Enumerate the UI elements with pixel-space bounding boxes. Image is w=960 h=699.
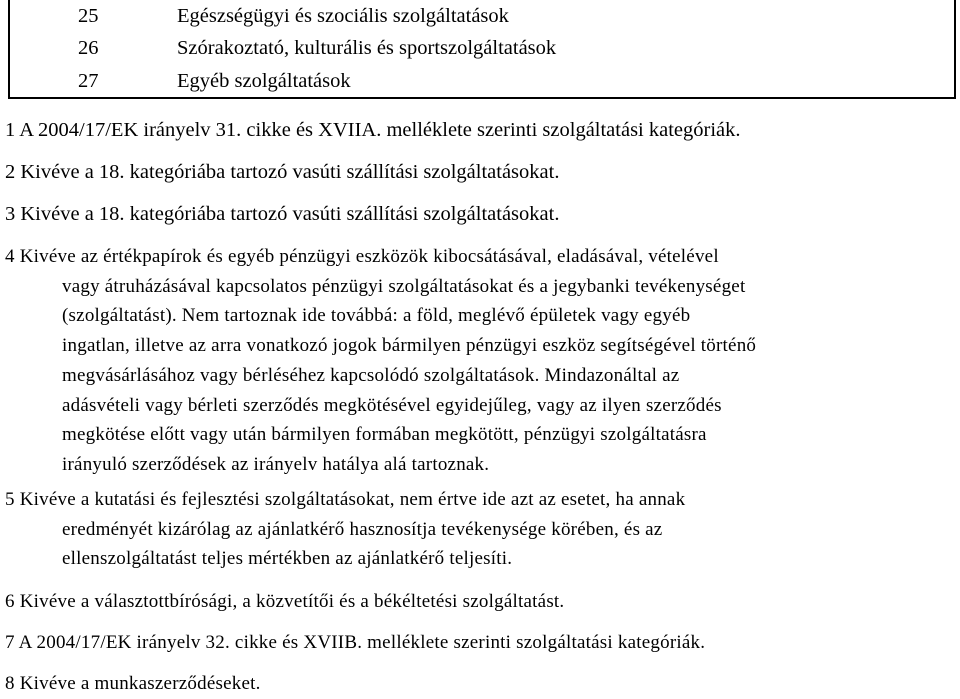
footnote-line: ingatlan, illetve az arra vonatkozó jogok bármilyen pénzügyi eszköz segítségével történő (62, 335, 757, 357)
category-number: 25 (78, 5, 99, 27)
footnote-4 (5, 242, 756, 480)
category-name: Egyéb szolgáltatások (177, 70, 351, 92)
category-number: 27 (78, 70, 99, 92)
footnote-line: irányuló szerződések az irányelv hatálya alá tartoznak. (62, 453, 490, 475)
footnote-5 (5, 485, 685, 574)
service-category-table (8, 0, 956, 99)
footnote-line: eredményét kizárólag az ajánlatkérő hasznosítja tevékenysége körében, és az (62, 518, 663, 540)
footnote-line: 4 Kivéve az értékpapírok és egyéb pénzügyi eszközök kibocsátásával, eladásával, vételével (5, 246, 719, 267)
footnote-8: 8 Kivéve a munkaszerződéseket. (5, 673, 261, 694)
footnote-6: 6 Kivéve a választottbírósági, a közvetítői és a békéltetési szolgáltatást. (5, 591, 565, 612)
footnote-line: 5 Kivéve a kutatási és fejlesztési szolgáltatásokat, nem értve ide azt az esetet, ha annak (5, 489, 686, 510)
footnote-2: 2 Kivéve a 18. kategóriába tartozó vasúti szállítási szolgáltatásokat. (5, 161, 560, 183)
footnote-line: megkötése előtt vagy után bármilyen formában megkötött, pénzügyi szolgáltatásra (62, 424, 707, 446)
category-name: Egészségügyi és szociális szolgáltatások (177, 5, 509, 27)
footnote-1: 1 A 2004/17/EK irányelv 31. cikke és XVIIA. melléklete szerinti szolgáltatási kategóriák. (5, 119, 741, 141)
footnote-line: vagy átruházásával kapcsolatos pénzügyi szolgáltatásokat és a jegybanki tevékenységet (62, 275, 746, 297)
footnote-line: (szolgáltatást). Nem tartoznak ide továbbá: a föld, meglévő épületek vagy egyéb (62, 305, 691, 327)
category-name: Szórakoztató, kulturális és sportszolgáltatások (177, 37, 557, 59)
footnote-3: 3 Kivéve a 18. kategóriába tartozó vasúti szállítási szolgáltatásokat. (5, 203, 560, 225)
footnote-7: 7 A 2004/17/EK irányelv 32. cikke és XVIIB. melléklete szerinti szolgáltatási kategóriák. (5, 632, 706, 653)
category-number: 26 (78, 37, 99, 59)
footnote-line: adásvételi vagy bérleti szerződés megkötésével egyidejűleg, vagy az ilyen szerződés (62, 394, 722, 416)
footnote-line: megvásárlásához vagy bérléséhez kapcsolódó szolgáltatások. Mindazonáltal az (62, 364, 680, 386)
footnote-line: ellenszolgáltatást teljes mértékben az ajánlatkérő teljesíti. (62, 548, 513, 570)
